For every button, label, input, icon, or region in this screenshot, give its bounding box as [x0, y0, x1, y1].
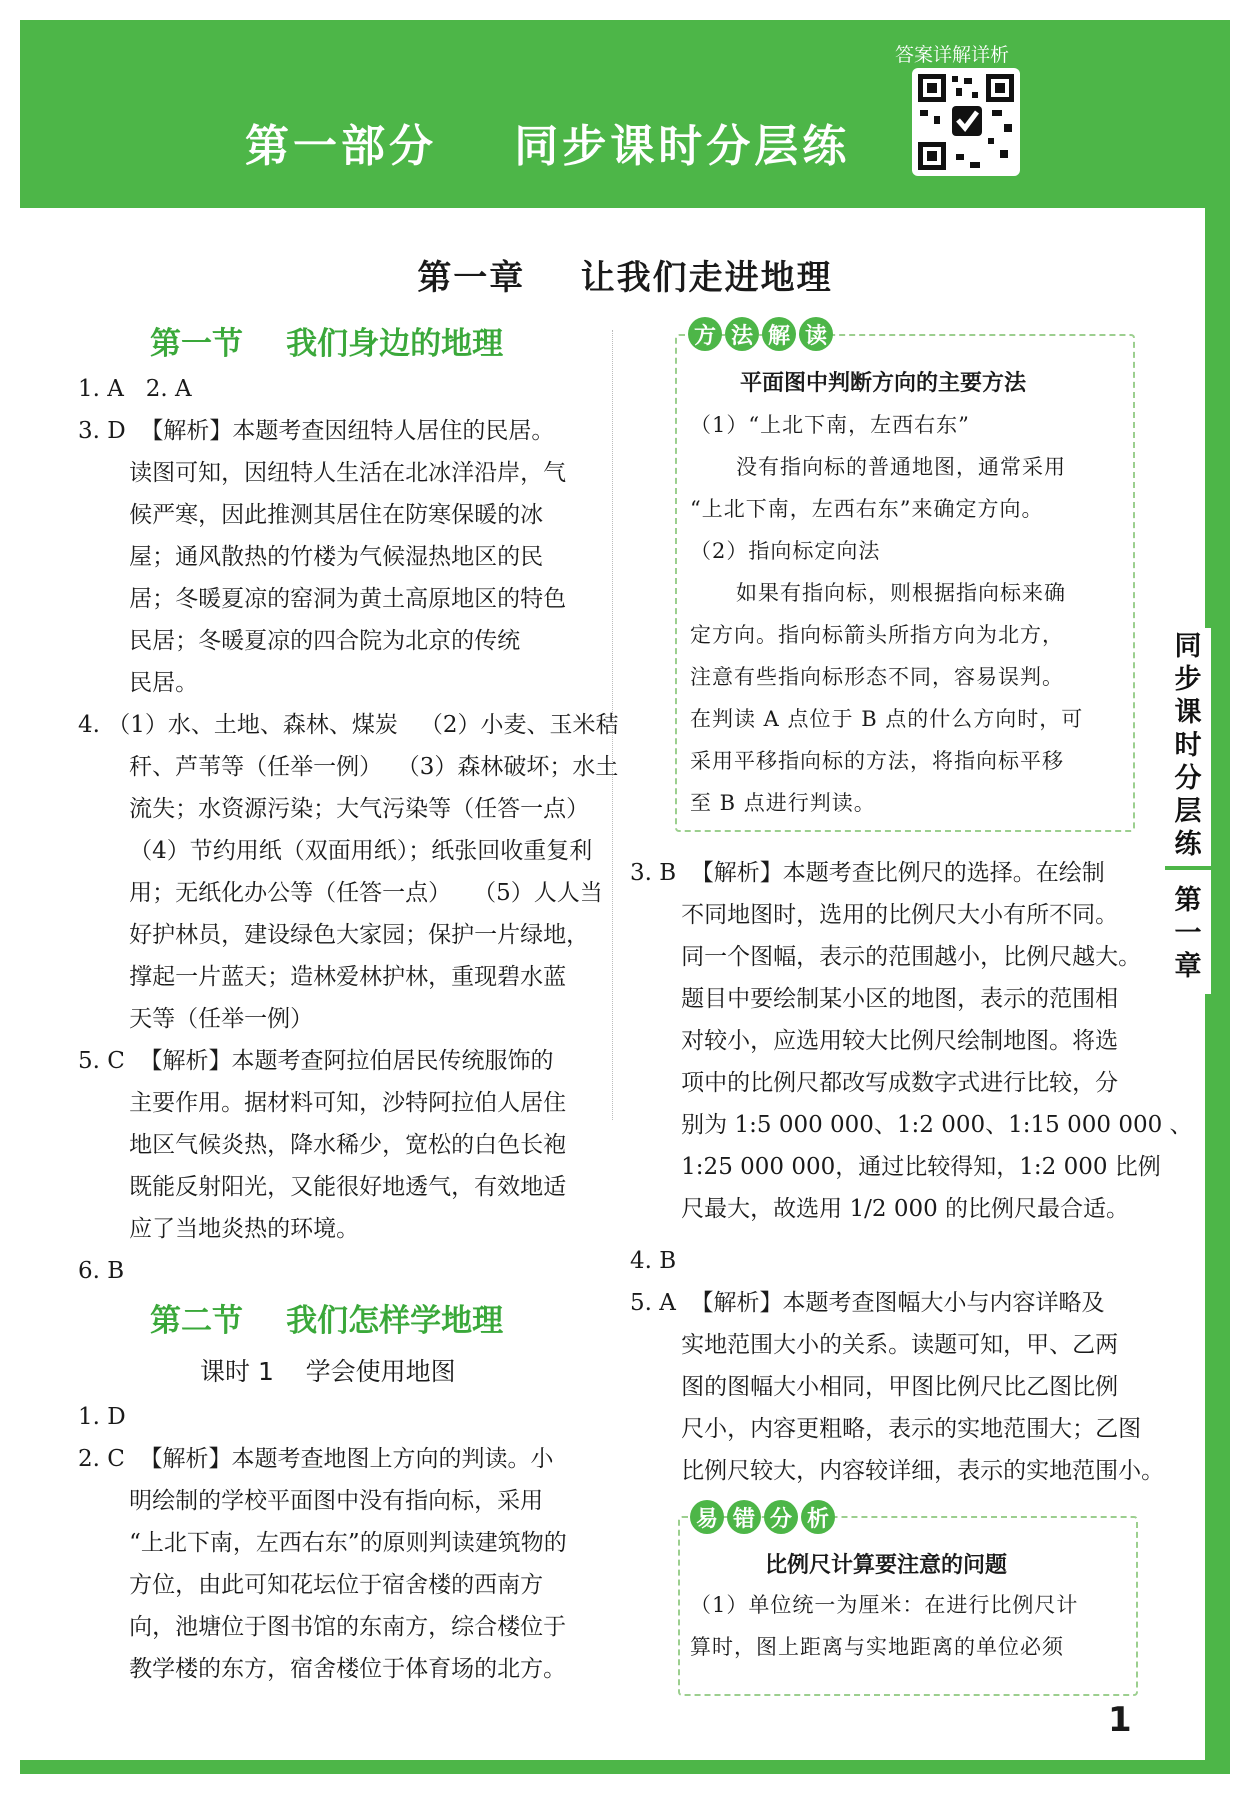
answer-line: 6. B [78, 1258, 125, 1284]
answer-line: 向，池塘位于图书馆的东南方，综合楼位于 [78, 1614, 567, 1640]
method-line: （1）“上北下南，左西右东” [690, 413, 970, 437]
answer-line: 项中的比例尺都改写成数字式进行比较，分 [630, 1070, 1119, 1096]
answer-line: 秆、芦苇等（任举一例） （3）森林破坏；水土 [78, 754, 619, 780]
answer-line: 同一个图幅，表示的范围越小，比例尺越大。 [630, 944, 1142, 970]
answer-line: 1. A 2. A [78, 376, 192, 402]
answer-line: 用；无纸化办公等（任答一点） （5）人人当 [78, 880, 603, 906]
section-2-title: 第二节 我们怎样学地理 [150, 1303, 504, 1339]
chapter-title: 第一章 让我们走进地理 [417, 258, 833, 298]
answer-line: 民居；冬暖夏凉的四合院为北京的传统 [78, 628, 521, 654]
answer-line: 5. C 【解析】本题考查阿拉伯居民传统服饰的 [78, 1048, 554, 1074]
answer-line: 别为 1:5 000 000、1:2 000、1:15 000 000 、 [630, 1112, 1193, 1138]
page-number: 1 [1108, 1700, 1132, 1740]
side-tab-section-label: 同 步 课 时 分 层 练 [1174, 631, 1202, 860]
answer-line: 民居。 [78, 670, 199, 696]
answer-line: 方位，由此可知花坛位于宿舍楼的西南方 [78, 1572, 544, 1598]
method-line: 采用平移指向标的方法，将指向标平移 [690, 749, 1064, 773]
method-line: 如果有指向标，则根据指向标来确 [690, 581, 1067, 605]
answer-line: 3. B 【解析】本题考查比例尺的选择。在绘制 [630, 860, 1105, 886]
answer-line: 题目中要绘制某小区的地图，表示的范围相 [630, 986, 1119, 1012]
answer-line: 主要作用。据材料可知，沙特阿拉伯人居住 [78, 1090, 567, 1116]
answer-line: 5. A 【解析】本题考查图幅大小与内容详略及 [630, 1290, 1105, 1316]
answer-line: “上北下南，左西右东”的原则判读建筑物的 [78, 1530, 567, 1556]
answer-line: 图的图幅大小相同，甲图比例尺比乙图比例 [630, 1374, 1119, 1400]
answer-line: 天等（任举一例） [78, 1006, 314, 1032]
error-line: （1）单位统一为厘米：在进行比例尺计 [690, 1593, 1079, 1617]
answer-line: 读图可知，因纽特人生活在北冰洋沿岸，气 [78, 460, 567, 486]
bottom-border [20, 1760, 1230, 1774]
answer-line: 流失；水资源污染；大气污染等（任答一点） [78, 796, 590, 822]
error-box-tag: 易 错 分 析 [690, 1500, 835, 1534]
section-1-title: 第一节 我们身边的地理 [150, 326, 504, 362]
method-line: “上北下南，左西右东”来确定方向。 [690, 497, 1044, 521]
answer-line: 比例尺较大，内容较详细，表示的实地范围小。 [630, 1458, 1165, 1484]
side-tab-chapter-label: 第 一 章 [1174, 885, 1202, 982]
answer-line: 1. D [78, 1404, 126, 1430]
answer-line: 不同地图时，选用的比例尺大小有所不同。 [630, 902, 1119, 928]
answer-line: 好护林员，建设绿色大家园；保护一片绿地， [78, 922, 590, 948]
answer-line: 候严寒，因此推测其居住在防寒保暖的冰 [78, 502, 544, 528]
answer-line: 教学楼的东方，宿舍楼位于体育场的北方。 [78, 1656, 567, 1682]
method-box-tag: 方 法 解 读 [688, 317, 833, 351]
answer-line: （4）节约用纸（双面用纸）；纸张回收重复利 [78, 838, 593, 864]
method-line: 定方向。指向标箭头所指方向为北方， [690, 623, 1064, 647]
answer-line: 明绘制的学校平面图中没有指向标，采用 [78, 1488, 544, 1514]
answer-line: 既能反射阳光，又能很好地透气，有效地适 [78, 1174, 567, 1200]
method-line: 没有指向标的普通地图，通常采用 [690, 455, 1067, 479]
qr-code-icon[interactable] [912, 68, 1020, 176]
answer-line: 4. （1）水、土地、森林、煤炭 （2）小麦、玉米秸 [78, 712, 619, 738]
answer-line: 3. D 【解析】本题考查因纽特人居住的民居。 [78, 418, 555, 444]
answer-line: 居；冬暖夏凉的窑洞为黄土高原地区的特色 [78, 586, 567, 612]
error-line: 算时，图上距离与实地距离的单位必须 [690, 1635, 1064, 1659]
method-line: 至 B 点进行判读。 [690, 791, 876, 815]
answer-line: 尺小，内容更粗略，表示的实地范围大；乙图 [630, 1416, 1142, 1442]
lesson-title: 课时 1 学会使用地图 [200, 1357, 456, 1386]
answer-line: 地区气候炎热，降水稀少，宽松的白色长袍 [78, 1132, 567, 1158]
error-box-heading: 比例尺计算要注意的问题 [765, 1553, 1008, 1578]
answer-line: 尺最大，故选用 1/2 000 的比例尺最合适。 [630, 1196, 1130, 1222]
answer-line: 2. C 【解析】本题考查地图上方向的判读。小 [78, 1446, 554, 1472]
answer-line: 对较小，应选用较大比例尺绘制地图。将选 [630, 1028, 1119, 1054]
qr-caption: 答案详解详析 [895, 44, 1010, 66]
answer-line: 撑起一片蓝天；造林爱林护林，重现碧水蓝 [78, 964, 567, 990]
answer-line: 1:25 000 000，通过比较得知，1:2 000 比例 [630, 1154, 1161, 1180]
answer-line: 屋；通风散热的竹楼为气候湿热地区的民 [78, 544, 544, 570]
method-line: 在判读 A 点位于 B 点的什么方向时，可 [690, 707, 1084, 731]
answer-line: 4. B [630, 1248, 677, 1274]
answer-line: 实地范围大小的关系。读题可知，甲、乙两 [630, 1332, 1119, 1358]
method-box-heading: 平面图中判断方向的主要方法 [740, 371, 1027, 396]
method-line: （2）指向标定向法 [690, 539, 881, 563]
side-tab-divider [1165, 866, 1211, 870]
part-title: 第一部分 同步课时分层练 [245, 121, 851, 172]
answer-line: 应了当地炎热的环境。 [78, 1216, 360, 1242]
method-line: 注意有些指向标形态不同，容易误判。 [690, 665, 1064, 689]
